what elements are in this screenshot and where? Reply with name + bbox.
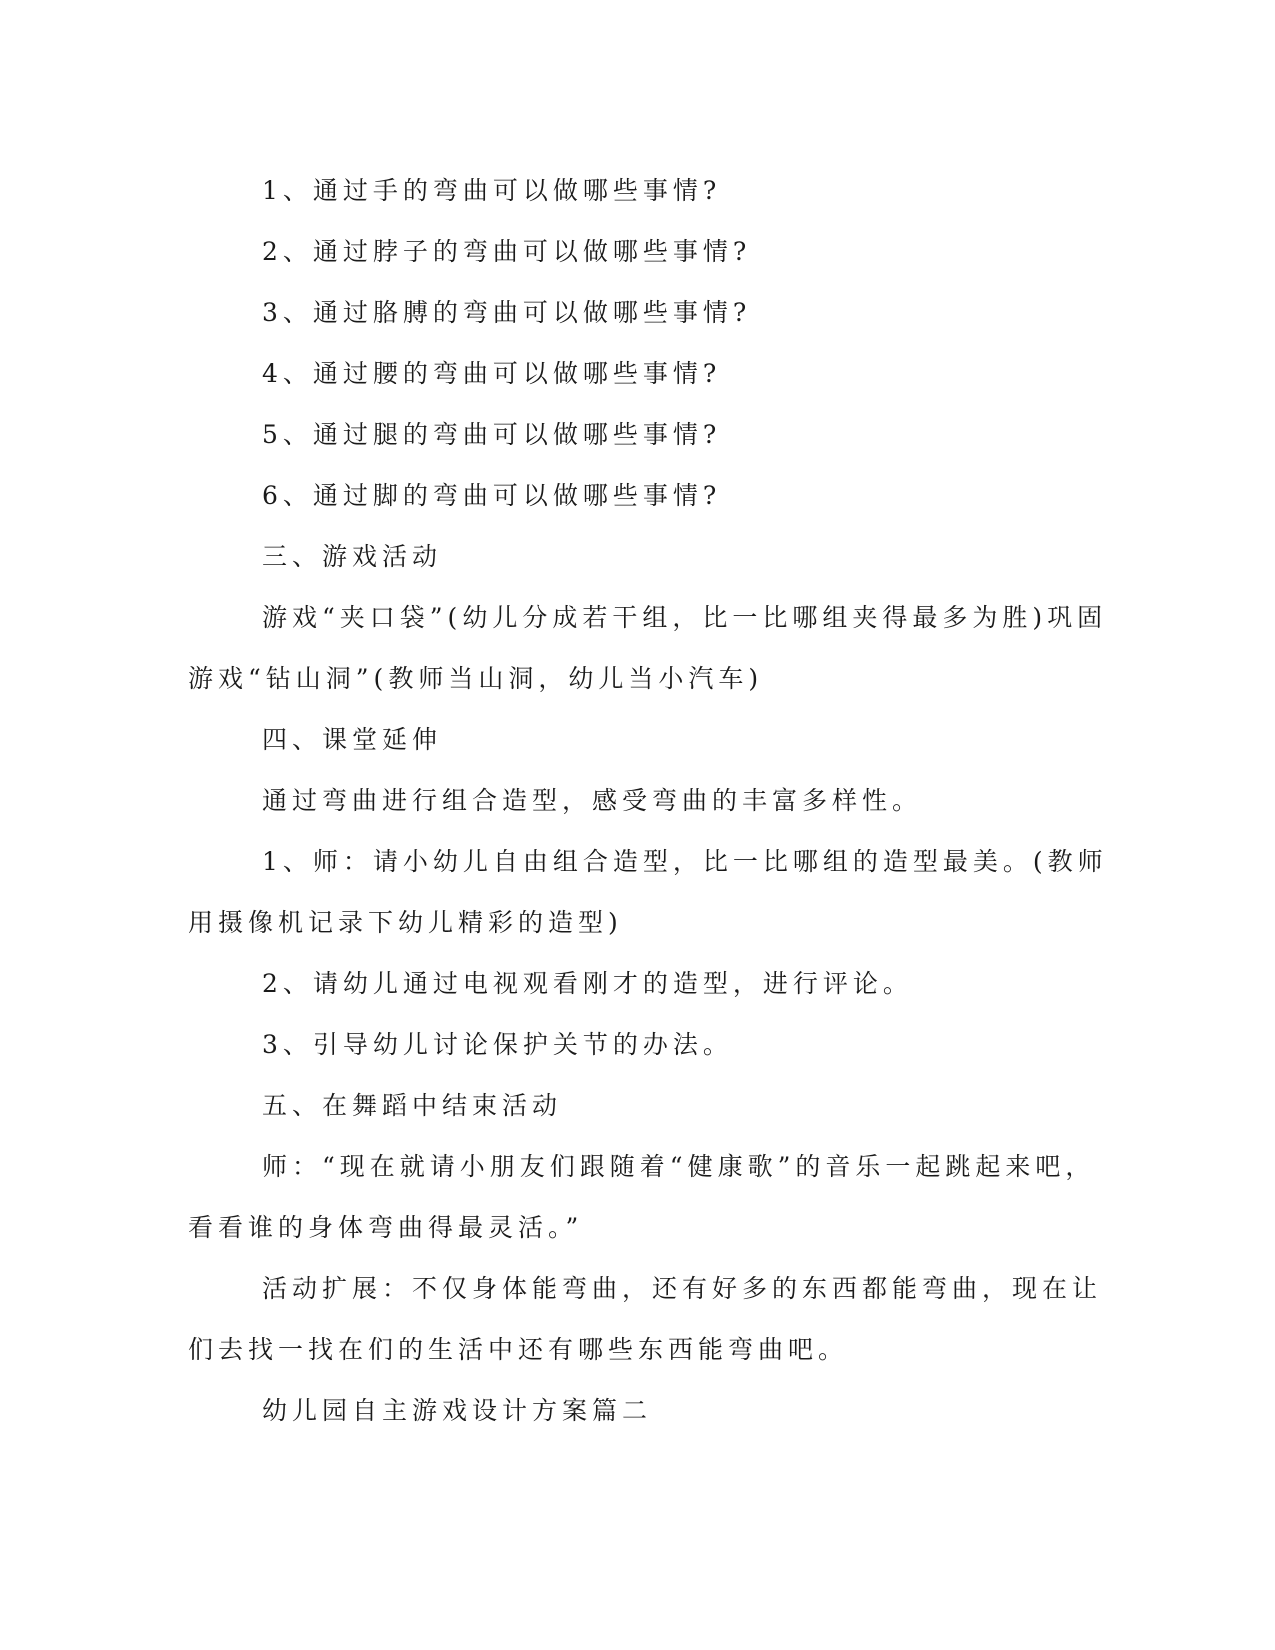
list-item-foot: 6、通过脚的弯曲可以做哪些事情?	[262, 481, 722, 510]
list-item-teacher-shape: 1、师：请小幼儿自由组合造型，比一比哪组的造型最美。(教师	[262, 847, 1108, 876]
paragraph-activity-expansion-cont: 们去找一找在们的生活中还有哪些东西能弯曲吧。	[188, 1335, 849, 1364]
list-item-hand: 1、通过手的弯曲可以做哪些事情?	[262, 176, 722, 205]
list-item-teacher-shape-cont: 用摄像机记录下幼儿精彩的造型)	[188, 908, 623, 937]
paragraph-game-cave: 游戏“钻山洞”(教师当山洞，幼儿当小汽车)	[188, 664, 764, 693]
list-item-waist: 4、通过腰的弯曲可以做哪些事情?	[262, 359, 722, 388]
list-item-arm: 3、通过胳膊的弯曲可以做哪些事情?	[262, 298, 752, 327]
paragraph-extension-intro: 通过弯曲进行组合造型，感受弯曲的丰富多样性。	[262, 786, 923, 815]
paragraph-teacher-quote: 师：“现在就请小朋友们跟随着“健康歌”的音乐一起跳起来吧，	[262, 1152, 1096, 1181]
list-item-joint-protection: 3、引导幼儿讨论保护关节的办法。	[262, 1030, 733, 1059]
list-item-tv-review: 2、请幼儿通过电视观看刚才的造型，进行评论。	[262, 969, 913, 998]
document-body	[188, 160, 1108, 1441]
section-title-plan-two: 幼儿园自主游戏设计方案篇二	[262, 1396, 653, 1425]
paragraph-teacher-quote-cont: 看看谁的身体弯曲得最灵活。”	[188, 1213, 584, 1242]
paragraph-game-pocket: 游戏“夹口袋”(幼儿分成若干组，比一比哪组夹得最多为胜)巩固	[262, 603, 1108, 632]
section-heading-extension: 四、课堂延伸	[262, 725, 443, 754]
paragraph-activity-expansion: 活动扩展：不仅身体能弯曲，还有好多的东西都能弯曲，现在让	[262, 1274, 1103, 1303]
section-heading-game-activity: 三、游戏活动	[262, 542, 443, 571]
section-heading-dance-end: 五、在舞蹈中结束活动	[262, 1091, 563, 1120]
list-item-neck: 2、通过脖子的弯曲可以做哪些事情?	[262, 237, 752, 266]
list-item-leg: 5、通过腿的弯曲可以做哪些事情?	[262, 420, 722, 449]
